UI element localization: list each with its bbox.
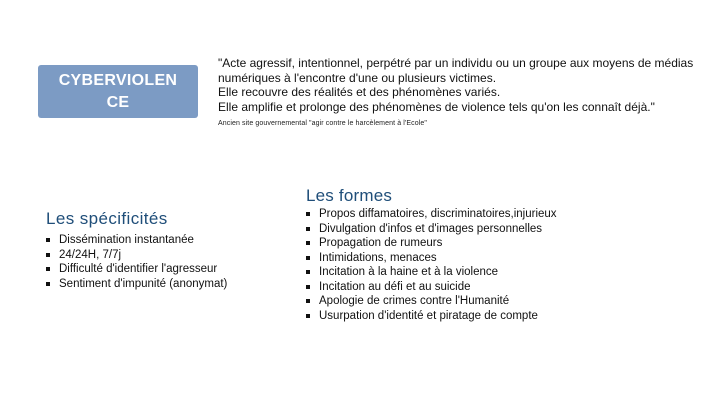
square-bullet-icon — [306, 256, 310, 260]
list-item: Usurpation d'identité et piratage de compte — [306, 309, 557, 324]
square-bullet-icon — [306, 270, 310, 274]
list-item: Incitation à la haine et à la violence — [306, 265, 557, 280]
list-item: Divulgation d'infos et d'images personnelles — [306, 222, 557, 237]
square-bullet-icon — [46, 282, 50, 286]
quote-line: Elle recouvre des réalités et des phénomènes variés. — [218, 85, 501, 99]
definition-quote — [218, 56, 708, 114]
square-bullet-icon — [306, 285, 310, 289]
list-item: 24/24H, 7/7j — [46, 248, 227, 263]
square-bullet-icon — [306, 212, 310, 216]
list-item: Sentiment d'impunité (anonymat) — [46, 277, 227, 292]
square-bullet-icon — [46, 267, 50, 271]
forms-list — [306, 207, 557, 323]
list-item: Intimidations, menaces — [306, 251, 557, 266]
quote-line: Elle amplifie et prolonge des phénomènes de violence tels qu'on les connaît déjà." — [218, 99, 655, 114]
square-bullet-icon — [306, 299, 310, 303]
list-item: Propagation de rumeurs — [306, 236, 557, 251]
list-item: Difficulté d'identifier l'agresseur — [46, 262, 227, 277]
list-item: Propos diffamatoires, discriminatoires,injurieux — [306, 207, 557, 222]
square-bullet-icon — [306, 241, 310, 245]
title-box — [38, 65, 198, 118]
square-bullet-icon — [46, 253, 50, 257]
list-item: Apologie de crimes contre l'Humanité — [306, 294, 557, 309]
square-bullet-icon — [46, 238, 50, 242]
forms-heading: Les formes — [306, 186, 393, 205]
square-bullet-icon — [306, 314, 310, 318]
quote-source: Ancien site gouvernemental "agir contre le harcèlement à l'Ecole" — [218, 120, 427, 127]
list-item: Dissémination instantanée — [46, 233, 227, 248]
specificities-list — [46, 233, 227, 291]
specificities-heading: Les spécificités — [46, 209, 168, 228]
quote-line: "Acte agressif, intentionnel, perpétré par un individu ou un groupe aux moyens de médias numériques à l'encontre d'une ou plusieurs victimes. — [218, 56, 694, 85]
title-label: CYBERVIOLENCE — [58, 71, 178, 111]
list-item: Incitation au défi et au suicide — [306, 280, 557, 295]
square-bullet-icon — [306, 227, 310, 231]
